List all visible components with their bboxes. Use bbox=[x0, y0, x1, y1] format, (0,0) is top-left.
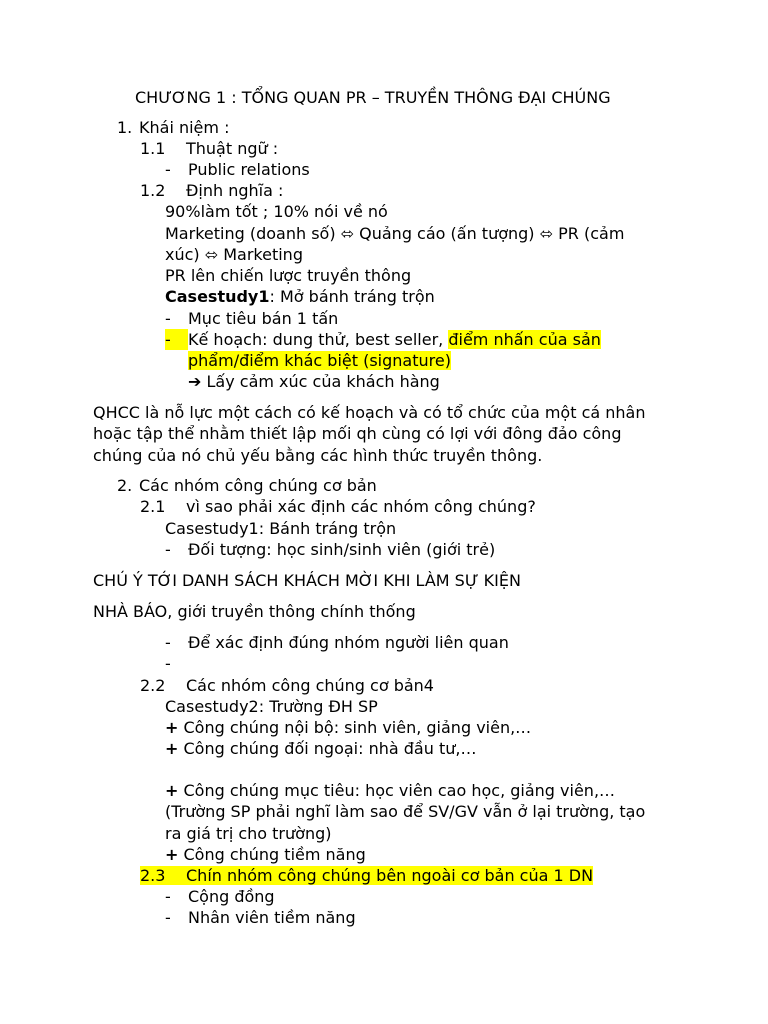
bullet-dash: - bbox=[165, 309, 171, 328]
plus-icon: + bbox=[165, 739, 179, 758]
section-2-3-heading bbox=[140, 865, 593, 886]
bullet-dash: - bbox=[165, 329, 188, 350]
bullet-dash: - bbox=[165, 887, 171, 906]
casestudy-label: Casestudy1 bbox=[165, 287, 270, 306]
list-item-text: Để xác định đúng nhóm người liên quan bbox=[188, 633, 509, 652]
section-text: Các nhóm công chúng cơ bản4 bbox=[186, 676, 434, 695]
plus-item-text: Công chúng nội bộ: sinh viên, giảng viên,… bbox=[178, 718, 532, 737]
chapter-title: CHƯƠNG 1 : TỔNG QUAN PR – TRUYỀN THÔNG ĐẠI CHÚNG bbox=[135, 88, 611, 107]
section-text: Khái niệm : bbox=[139, 118, 230, 137]
qhcc-line: hoặc tập thể nhằm thiết lập mối qh cùng có lợi với đông đảo công bbox=[93, 424, 622, 443]
list-item-text: Kế hoạch: dung thử, best seller, bbox=[188, 330, 449, 349]
section-2-1-heading bbox=[140, 496, 536, 517]
list-item bbox=[165, 907, 356, 928]
section-2-heading bbox=[117, 475, 377, 496]
section-text: Chín nhóm công chúng bên ngoài cơ bản của 1 DN bbox=[186, 866, 594, 885]
section-text: Các nhóm công chúng cơ bản bbox=[139, 476, 377, 495]
list-item bbox=[165, 308, 338, 329]
definition-line: Marketing (doanh số) ⬄ Quảng cáo (ấn tượng) ⬄ PR (cảm bbox=[165, 224, 625, 243]
list-item-text: Cộng đồng bbox=[188, 887, 275, 906]
note-line: CHÚ Ý TỚI DANH SÁCH KHÁCH MỜI KHI LÀM SỰ KIỆN bbox=[93, 571, 521, 590]
casestudy-line: Casestudy2: Trường ĐH SP bbox=[165, 697, 378, 716]
plus-icon: + bbox=[165, 845, 179, 864]
list-item bbox=[165, 653, 188, 674]
list-item-text: Public relations bbox=[188, 160, 310, 179]
bullet-dash: - bbox=[165, 540, 171, 559]
list-item bbox=[165, 539, 495, 560]
note-line: NHÀ BÁO, giới truyền thông chính thống bbox=[93, 602, 416, 621]
plus-icon: + bbox=[165, 718, 179, 737]
section-1-2-heading bbox=[140, 180, 283, 201]
highlighted-text: phẩm/điểm khác biệt (signature) bbox=[188, 351, 451, 370]
list-item-text: Đối tượng: học sinh/sinh viên (giới trẻ) bbox=[188, 540, 496, 559]
section-number: 1.1 bbox=[140, 139, 166, 158]
plus-item-text: Công chúng tiềm năng bbox=[178, 845, 366, 864]
result-text: Lấy cảm xúc của khách hàng bbox=[201, 372, 440, 391]
casestudy-1-line bbox=[165, 286, 435, 307]
section-1-1-heading bbox=[140, 138, 278, 159]
highlighted-line bbox=[188, 350, 451, 371]
bullet-dash: - bbox=[165, 633, 171, 652]
plus-icon: + bbox=[165, 781, 179, 800]
list-item-text: Mục tiêu bán 1 tấn bbox=[188, 309, 339, 328]
result-line bbox=[188, 371, 440, 392]
plus-item-continuation: ra giá trị cho trường) bbox=[165, 824, 332, 843]
list-item bbox=[165, 886, 275, 907]
plus-item bbox=[165, 738, 476, 759]
bullet-dash: - bbox=[165, 160, 171, 179]
casestudy-text: : Mở bánh tráng trộn bbox=[269, 287, 435, 306]
section-number: 2.1 bbox=[140, 497, 166, 516]
casestudy-line: Casestudy1: Bánh tráng trộn bbox=[165, 519, 397, 538]
section-2-2-heading bbox=[140, 675, 434, 696]
definition-line: 90%làm tốt ; 10% nói về nó bbox=[165, 202, 388, 221]
bullet-dash: - bbox=[165, 908, 171, 927]
section-number: 1.2 bbox=[140, 181, 166, 200]
plus-item bbox=[165, 780, 615, 801]
plus-item bbox=[165, 717, 531, 738]
arrow-icon: ➔ bbox=[188, 372, 202, 391]
list-item bbox=[165, 632, 509, 653]
qhcc-line: QHCC là nỗ lực một cách có kế hoạch và có tổ chức của một cá nhân bbox=[93, 403, 646, 422]
section-1-heading bbox=[117, 117, 229, 138]
list-item bbox=[165, 329, 601, 350]
plus-item bbox=[165, 844, 366, 865]
highlighted-text: điểm nhấn của sản bbox=[448, 330, 601, 349]
list-item bbox=[165, 159, 310, 180]
section-text: Thuật ngữ : bbox=[186, 139, 279, 158]
plus-item-text: Công chúng đối ngoại: nhà đầu tư,… bbox=[178, 739, 477, 758]
list-item-text: Nhân viên tiềm năng bbox=[188, 908, 356, 927]
section-number: 2.2 bbox=[140, 676, 166, 695]
definition-line: xúc) ⬄ Marketing bbox=[165, 245, 303, 264]
section-number: 2.3 bbox=[140, 866, 166, 885]
plus-item-text: Công chúng mục tiêu: học viên cao học, giảng viên,… bbox=[178, 781, 616, 800]
section-number: 2. bbox=[117, 476, 133, 495]
definition-line: PR lên chiến lược truyền thông bbox=[165, 266, 412, 285]
plus-item-continuation: (Trường SP phải nghĩ làm sao để SV/GV vẫn ở lại trường, tạo bbox=[165, 802, 646, 821]
section-text: Định nghĩa : bbox=[186, 181, 284, 200]
section-number: 1. bbox=[117, 118, 133, 137]
highlighted-heading bbox=[140, 866, 593, 885]
bullet-dash: - bbox=[165, 654, 171, 673]
section-text: vì sao phải xác định các nhóm công chúng? bbox=[186, 497, 536, 516]
qhcc-line: chúng của nó chủ yếu bằng các hình thức truyền thông. bbox=[93, 446, 543, 465]
